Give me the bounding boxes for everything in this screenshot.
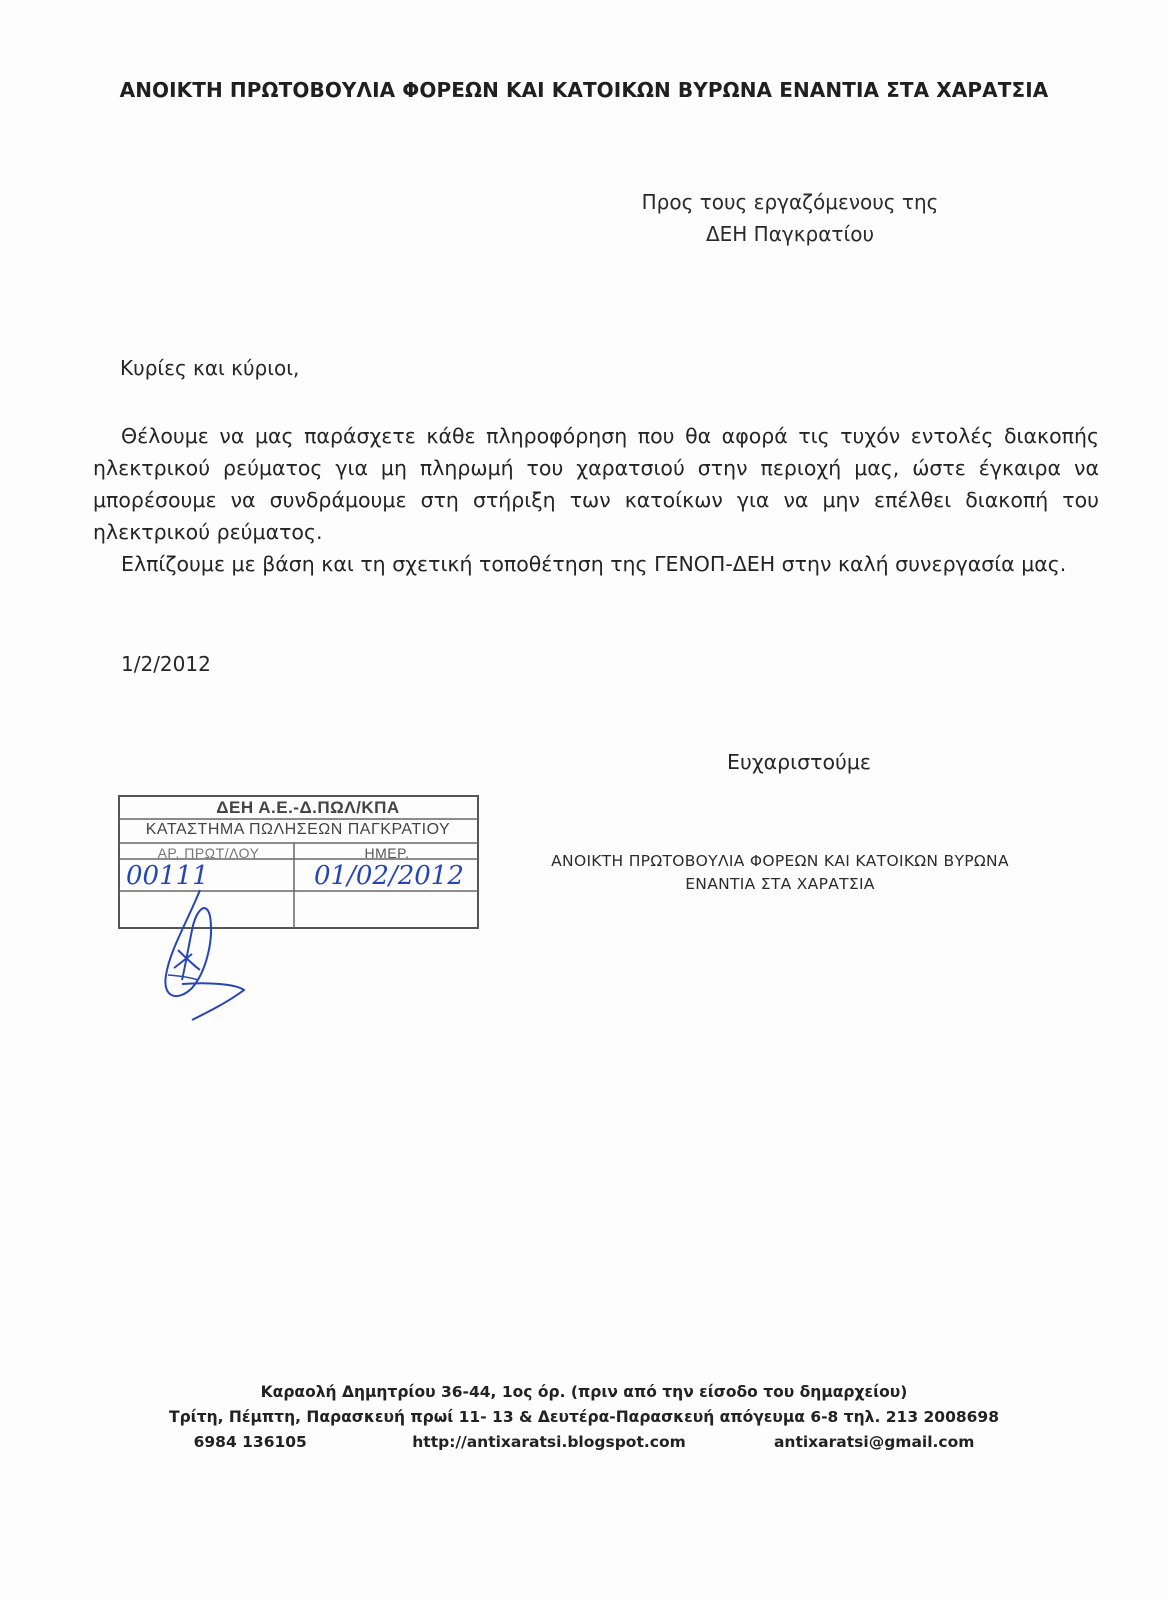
contact-footer [0, 1380, 1168, 1455]
salutation: Κυρίες και κύριοι, [120, 356, 300, 380]
letter-body [93, 420, 1099, 580]
stamp-company-line: ΔΕΗ Α.Ε.-Δ.ΠΩΛ/ΚΠΑ [216, 798, 400, 817]
footer-email-link[interactable]: antixaratsi@gmail.com [773, 1433, 975, 1451]
footer-contacts [0, 1430, 1168, 1455]
stamp-protocol-label: ΑΡ. ΠΡΩΤ/ΛΟΥ [157, 845, 260, 861]
organization-header: ΑΝΟΙΚΤΗ ΠΡΩΤΟΒΟΥΛΙΑ ΦΟΡΕΩΝ ΚΑΙ ΚΑΤΟΙΚΩΝ ΒΥΡΩΝΑ ΕΝΑΝΤΙΑ ΣΤΑ ΧΑΡΑΤΣΙΑ [119, 78, 1049, 102]
closing-thanks: Ευχαριστούμε [727, 750, 871, 774]
stamp-protocol-number: 00111 [126, 861, 209, 891]
footer-website-link[interactable]: http://antixaratsi.blogspot.com [412, 1433, 686, 1451]
signature-line-2: ΕΝΑΝΤΙΑ ΣΤΑ ΧΑΡΑΤΣΙΑ [685, 875, 875, 893]
body-paragraph-1: Θέλουμε να μας παράσχετε κάθε πληροφόρηση που θα αφορά τις τυχόν εντολές διακοπής ηλεκτρικού ρεύματος για μη πληρωμή του χαρατσιού στην περιοχή μας, ώστε έγκαιρα να μπορέσουμε να συνδράμουμε στη στήριξη των κατοίκων για να μην επέλθει διακοπή του ηλεκτρικού ρεύματος. [93, 424, 1099, 544]
footer-mobile: 6984 136105 [193, 1433, 307, 1451]
stamp-office-line: ΚΑΤΑΣΤΗΜΑ ΠΩΛΗΣΕΩΝ ΠΑΓΚΡΑΤΙΟΥ [145, 821, 451, 838]
recipient-line-2: ΔΕΗ Παγκρατίου [705, 222, 875, 246]
footer-address: Καραολή Δημητρίου 36-44, 1ος όρ. (πριν από την είσοδο του δημαρχείου) [260, 1383, 908, 1401]
letter-date: 1/2/2012 [121, 652, 211, 676]
signature-line-1: ΑΝΟΙΚΤΗ ΠΡΩΤΟΒΟΥΛΙΑ ΦΟΡΕΩΝ ΚΑΙ ΚΑΤΟΙΚΩΝ ΒΥΡΩΝΑ [551, 852, 1009, 870]
footer-hours: Τρίτη, Πέμπτη, Παρασκευή πρωί 11- 13 & Δευτέρα-Παρασκευή απόγευμα 6-8 τηλ. 213 2008698 [169, 1408, 999, 1426]
stamp-date-label: ΗΜΕΡ. [364, 845, 410, 861]
recipient-line-1: Προς τους εργαζόμενους της [641, 190, 939, 214]
stamp-handwritten-date: 01/02/2012 [314, 861, 464, 891]
body-paragraph-2: Ελπίζουμε με βάση και τη σχετική τοποθέτηση της ΓΕΝΟΠ-ΔΕΗ στην καλή συνεργασία μας. [121, 552, 1067, 576]
signature-organization [530, 850, 1030, 896]
handwritten-signature [148, 880, 258, 1030]
